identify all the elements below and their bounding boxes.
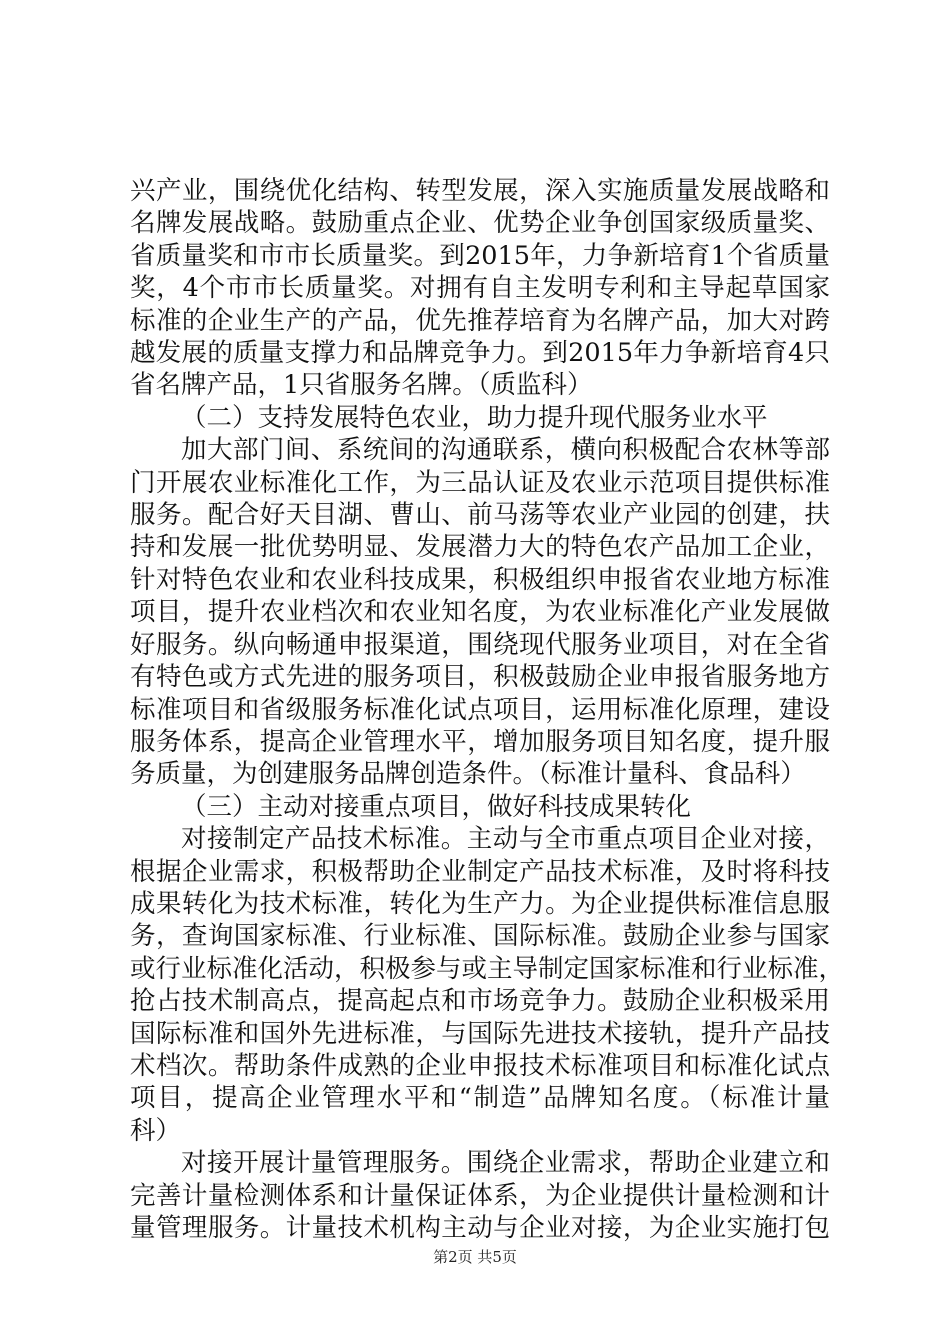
- text-line: 好服务。纵向畅通申报渠道，围绕现代服务业项目，对在全省: [130, 629, 830, 660]
- paragraph: [130, 1147, 830, 1244]
- paragraph: [130, 434, 830, 790]
- section-heading: [130, 791, 830, 823]
- text-line: 奖，4个市市长质量奖。对拥有自主发明专利和主导起草国家: [130, 273, 830, 304]
- document-body: [130, 175, 845, 1244]
- text-line: 名牌发展战略。鼓励重点企业、优势企业争创国家级质量奖、: [130, 208, 830, 239]
- text-line: 项目，提升农业档次和农业知名度，为农业标准化产业发展做: [130, 597, 830, 628]
- text-line: 务，查询国家标准、行业标准、国际标准。鼓励企业参与国家: [130, 921, 830, 952]
- text-line: 或行业标准化活动，积极参与或主导制定国家标准和行业标准，: [130, 953, 845, 984]
- paragraph: [130, 175, 830, 402]
- text-line: 对接制定产品技术标准。主动与全市重点项目企业对接，: [181, 824, 830, 855]
- text-line: 标准项目和省级服务标准化试点项目，运用标准化原理，建设: [130, 694, 830, 725]
- text-line: 量管理服务。计量技术机构主动与企业对接，为企业实施打包: [130, 1213, 830, 1243]
- text-line: 根据企业需求，积极帮助企业制定产品技术标准，及时将科技: [130, 856, 830, 887]
- text-line: 项目，提高企业管理水平和“制造”品牌知名度。（标准计量: [130, 1083, 830, 1114]
- text-line: 针对特色农业和农业科技成果，积极组织申报省农业地方标准: [130, 564, 830, 595]
- text-line: 务质量，为创建服务品牌创造条件。（标准计量科、食品科）: [130, 759, 806, 790]
- text-line: 术档次。帮助条件成熟的企业申报技术标准项目和标准化试点: [130, 1050, 830, 1081]
- paragraph: [130, 823, 845, 1147]
- text-line: （二）支持发展特色农业，助力提升现代服务业水平: [181, 402, 768, 433]
- text-line: 服务体系，提高企业管理水平，增加服务项目知名度，提升服: [130, 726, 830, 757]
- text-line: 兴产业，围绕优化结构、转型发展，深入实施质量发展战略和: [130, 176, 830, 206]
- text-line: 对接开展计量管理服务。围绕企业需求，帮助企业建立和: [181, 1148, 830, 1179]
- text-line: 抢占技术制高点，提高起点和市场竞争力。鼓励企业积极采用: [130, 986, 830, 1017]
- text-line: 标准的企业生产的产品，优先推荐培育为名牌产品，加大对跨: [130, 305, 830, 336]
- text-line: 服务。配合好天目湖、曹山、前马荡等农业产业园的创建，扶: [130, 500, 830, 531]
- text-line: 有特色或方式先进的服务项目，积极鼓励企业申报省服务地方: [130, 662, 830, 693]
- section-heading: [130, 402, 830, 434]
- text-line: 科）: [130, 1115, 182, 1146]
- text-line: 国际标准和国外先进标准，与国际先进技术接轨，提升产品技: [130, 1018, 830, 1049]
- text-line: 完善计量检测体系和计量保证体系，为企业提供计量检测和计: [130, 1180, 830, 1211]
- text-line: 持和发展一批优势明显、发展潜力大的特色农产品加工企业，: [130, 532, 830, 563]
- text-line: 加大部门间、系统间的沟通联系，横向积极配合农林等部: [181, 435, 830, 466]
- page-footer: 第2页 共5页: [433, 1248, 517, 1266]
- text-line: 门开展农业标准化工作，为三品认证及农业示范项目提供标准: [130, 467, 830, 498]
- text-line: 省名牌产品，1只省服务名牌。（质监科）: [130, 370, 593, 401]
- text-line: 越发展的质量支撑力和品牌竞争力。到2015年力争新培育4只: [130, 338, 830, 369]
- text-line: （三）主动对接重点项目，做好科技成果转化: [181, 791, 692, 822]
- text-line: 省质量奖和市市长质量奖。到2015年，力争新培育1个省质量: [130, 240, 830, 271]
- text-line: 成果转化为技术标准，转化为生产力。为企业提供标准信息服: [130, 888, 830, 919]
